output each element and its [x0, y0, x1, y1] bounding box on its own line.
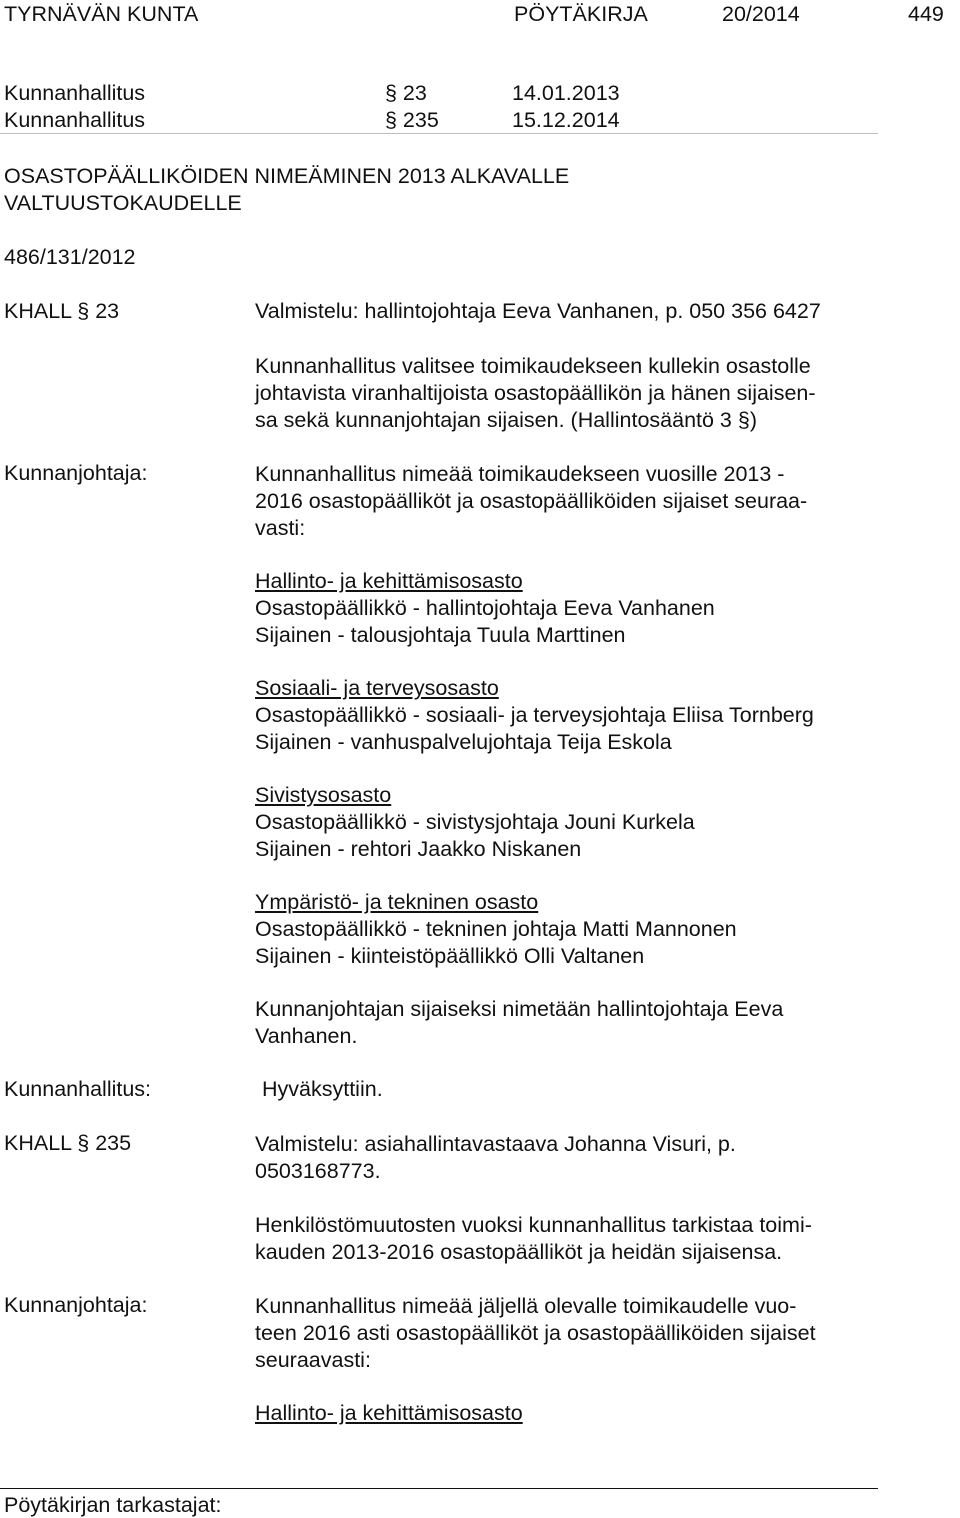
text-line: 2016 osastopäälliköt ja osastopäälliköiden sijaiset seuraa-	[255, 489, 808, 513]
footer-divider	[0, 1488, 878, 1489]
department-deputy: Sijainen - kiinteistöpäällikkö Olli Valtanen	[255, 944, 645, 968]
department-name: Sivistysosasto	[255, 783, 392, 807]
proposal-paragraph	[255, 1293, 816, 1374]
footer-checkers-label: Pöytäkirjan tarkastajat:	[4, 1493, 222, 1517]
department-name: Sosiaali- ja terveysosasto	[255, 676, 499, 700]
text-line: teen 2016 asti osastopäälliköt ja osastopäälliköiden sijaiset	[255, 1321, 816, 1345]
department-name: Hallinto- ja kehittämisosasto	[255, 1401, 523, 1425]
text-line: sa sekä kunnanjohtajan sijaisen. (Hallintosääntö 3 §)	[255, 408, 757, 432]
proposer-label: Kunnanjohtaja:	[4, 1293, 148, 1317]
intro-paragraph	[255, 1212, 812, 1266]
case-number: 486/131/2012	[4, 245, 136, 269]
text-line: 0503168773.	[255, 1159, 381, 1183]
text-line: seuraavasti:	[255, 1348, 371, 1372]
meeting-ref-date: 15.12.2014	[512, 108, 620, 132]
proposal-paragraph	[255, 461, 807, 542]
department-name: Ympäristö- ja tekninen osasto	[255, 890, 539, 914]
department-name: Hallinto- ja kehittämisosasto	[255, 569, 523, 593]
text-line: Kunnanjohtajan sijaiseksi nimetään hallintojohtaja Eeva	[255, 997, 784, 1021]
header-doc-number: 20/2014	[722, 2, 800, 26]
decision-label: Kunnanhallitus:	[4, 1077, 152, 1101]
meeting-ref-body: Kunnanhallitus	[4, 108, 146, 132]
department-deputy: Sijainen - vanhuspalvelujohtaja Teija Eskola	[255, 730, 672, 754]
meeting-ref-body: Kunnanhallitus	[4, 81, 146, 105]
text-line: Valmistelu: asiahallintavastaava Johanna Visuri, p.	[255, 1132, 736, 1156]
department-block	[255, 675, 814, 756]
header-doc-type: PÖYTÄKIRJA	[514, 2, 648, 26]
page-title: OSASTOPÄÄLLIKÖIDEN NIMEÄMINEN 2013 ALKAVALLE	[4, 164, 570, 188]
department-head: Osastopäällikkö - sosiaali- ja terveysjohtaja Eliisa Tornberg	[255, 703, 814, 727]
department-block	[255, 782, 695, 863]
text-line: Kunnanhallitus valitsee toimikaudekseen kullekin osastolle	[255, 354, 811, 378]
text-line: johtavista viranhaltijoista osastopäällikön ja hänen sijaisen-	[255, 381, 816, 405]
department-head: Osastopäällikkö - hallintojohtaja Eeva Vanhanen	[255, 596, 715, 620]
department-block	[255, 568, 715, 649]
department-deputy: Sijainen - talousjohtaja Tuula Marttinen	[255, 623, 626, 647]
department-head: Osastopäällikkö - tekninen johtaja Matti Mannonen	[255, 917, 737, 941]
text-line: Kunnanhallitus nimeää toimikaudekseen vuosille 2013 -	[255, 462, 785, 486]
preparer-text	[255, 1131, 736, 1185]
meeting-ref-date: 14.01.2013	[512, 81, 620, 105]
header-municipality: TYRNÄVÄN KUNTA	[4, 2, 199, 26]
deputy-mayor-paragraph	[255, 996, 783, 1050]
department-block	[255, 889, 737, 970]
header-page-number: 449	[908, 2, 944, 26]
text-line: Kunnanhallitus nimeää jäljellä olevalle toimikaudelle vuo-	[255, 1294, 797, 1318]
section-label: KHALL § 23	[4, 299, 120, 323]
department-deputy: Sijainen - rehtori Jaakko Niskanen	[255, 837, 582, 861]
text-line: Vanhanen.	[255, 1024, 358, 1048]
text-line: vasti:	[255, 516, 306, 540]
intro-paragraph	[255, 353, 816, 434]
page-title: VALTUUSTOKAUDELLE	[4, 191, 242, 215]
proposer-label: Kunnanjohtaja:	[4, 461, 148, 485]
department-head: Osastopäällikkö - sivistysjohtaja Jouni Kurkela	[255, 810, 695, 834]
text-line: kauden 2013-2016 osastopäälliköt ja heidän sijaisensa.	[255, 1240, 783, 1264]
text-line: Henkilöstömuutosten vuoksi kunnanhallitus tarkistaa toimi-	[255, 1213, 812, 1237]
meeting-ref-section: § 23	[385, 81, 427, 105]
header-divider	[0, 133, 878, 134]
section-label: KHALL § 235	[4, 1131, 132, 1155]
preparer-text: Valmistelu: hallintojohtaja Eeva Vanhanen, p. 050 356 6427	[255, 299, 821, 323]
meeting-ref-section: § 235	[385, 108, 439, 132]
decision-text: Hyväksyttiin.	[262, 1077, 383, 1101]
